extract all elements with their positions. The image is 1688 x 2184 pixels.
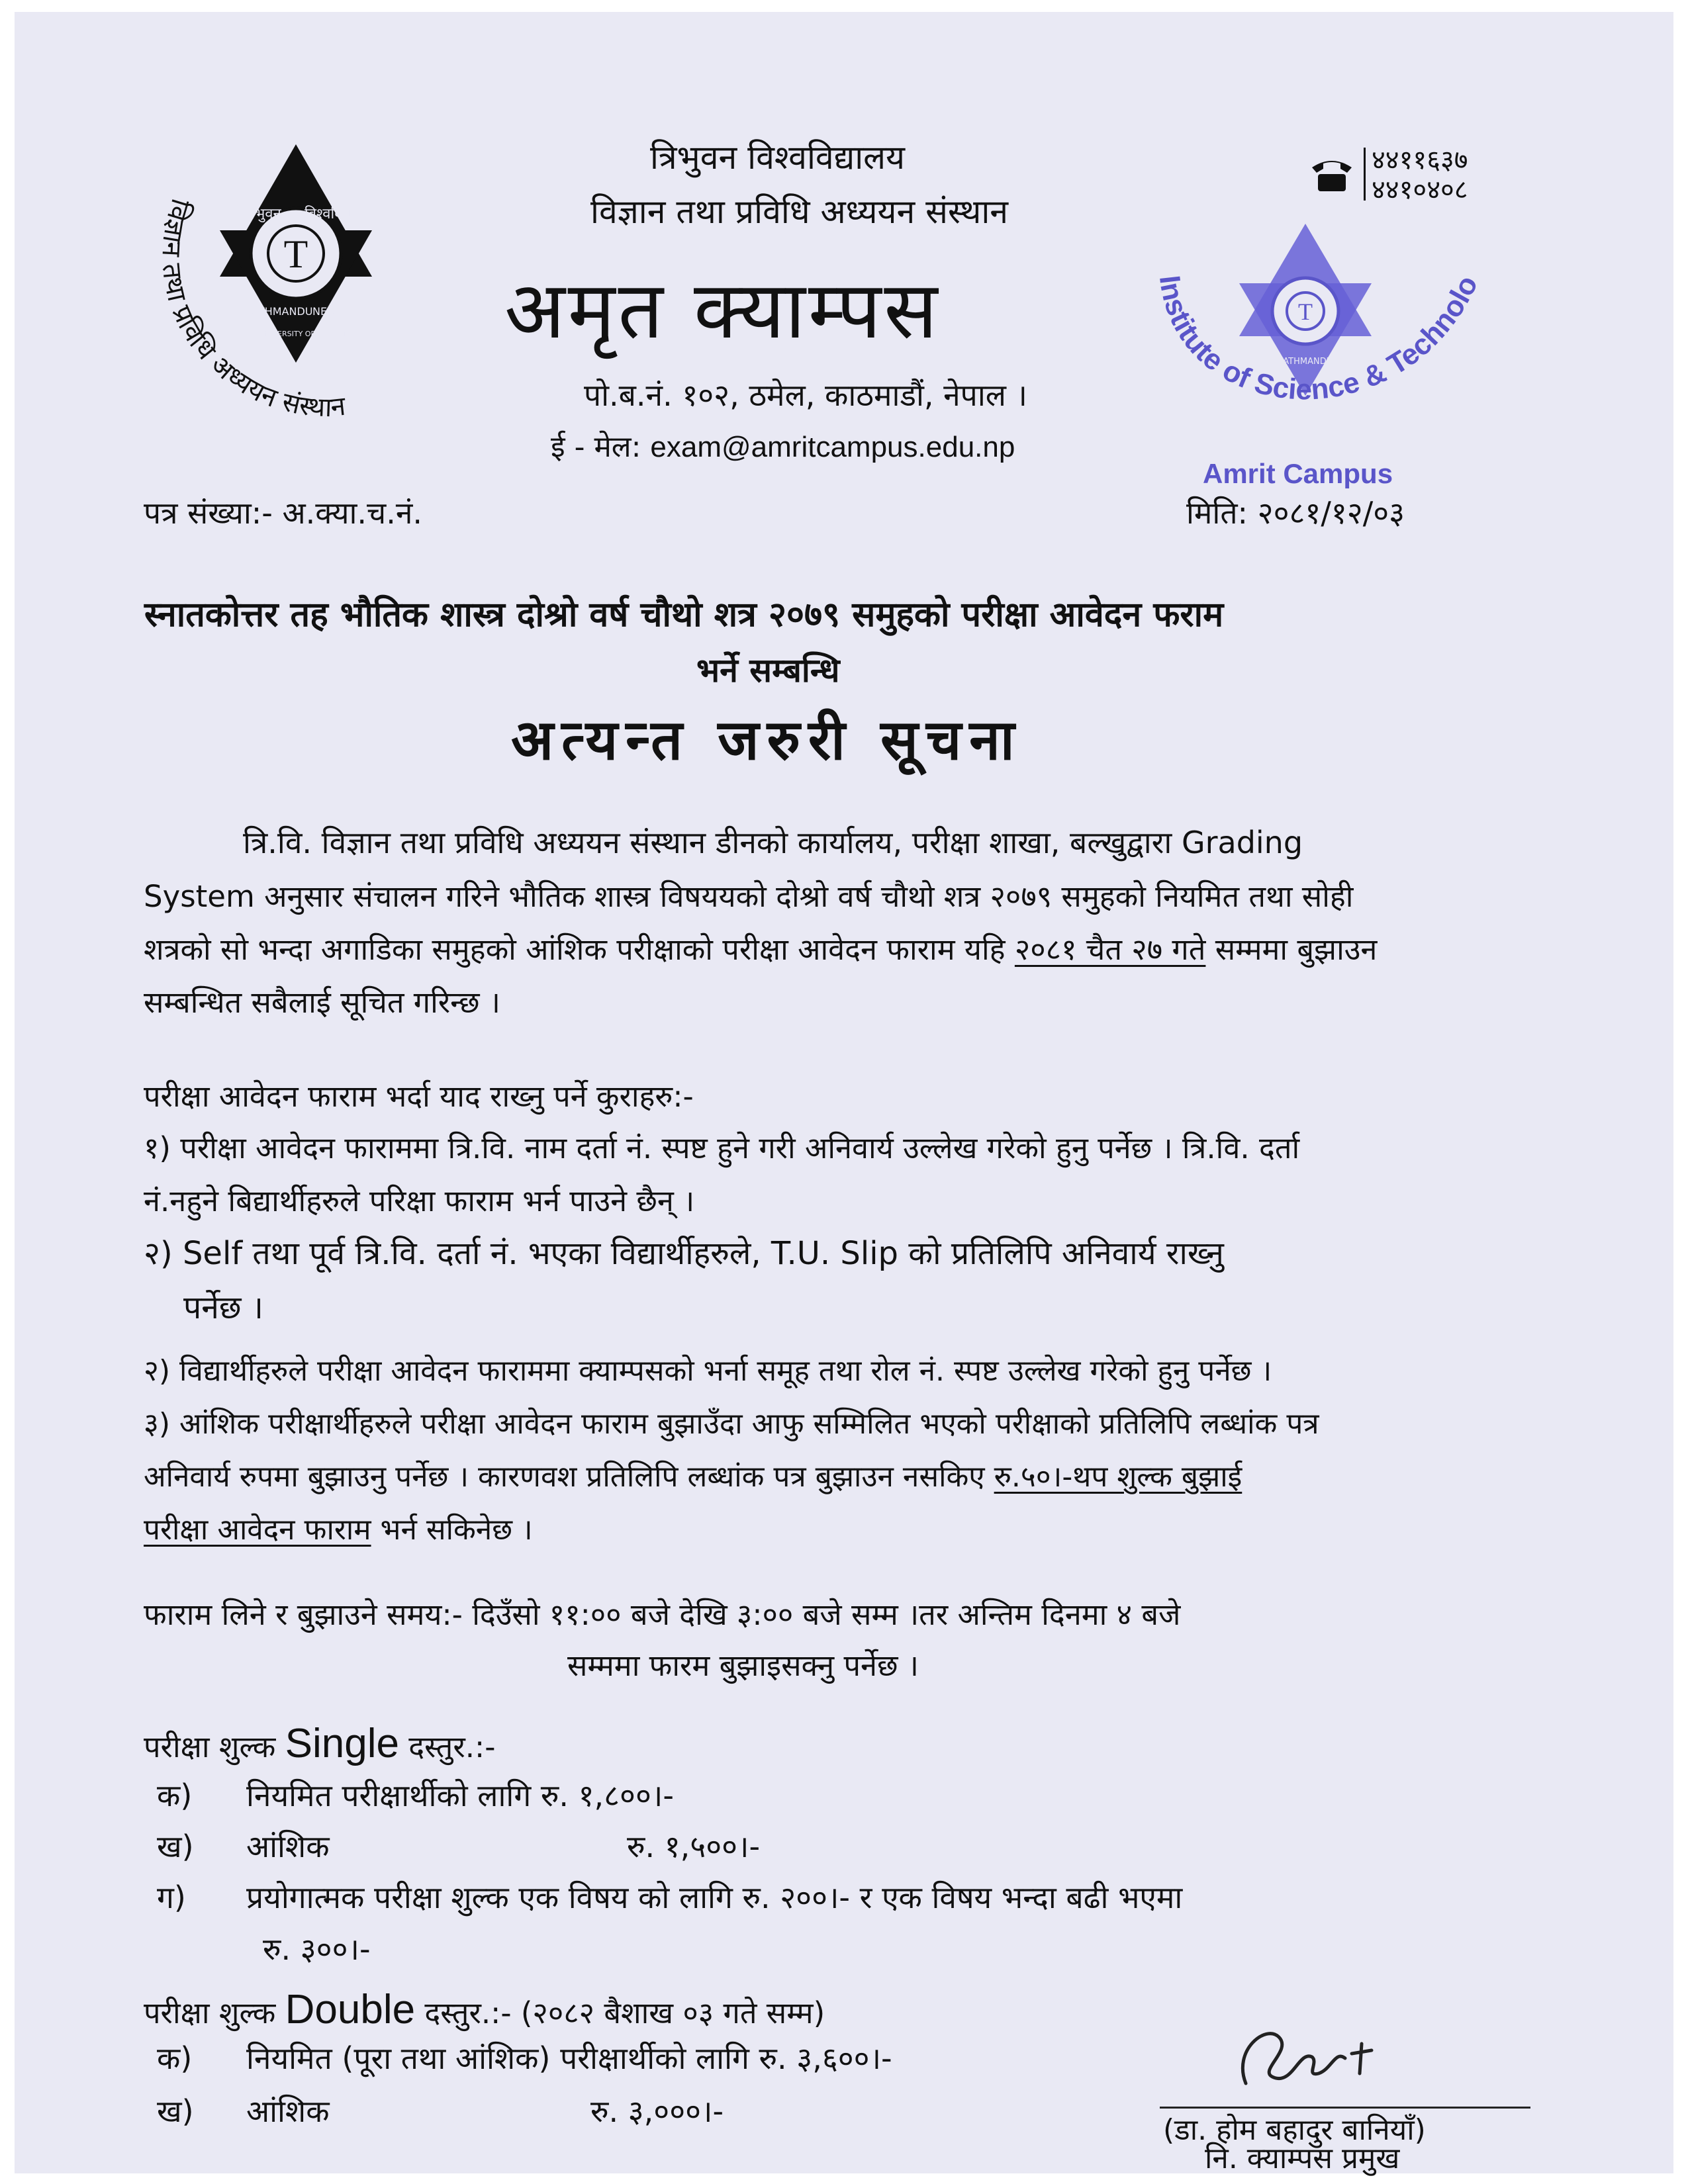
signatory-title: नि. क्याम्पस प्रमुख [1205, 2142, 1400, 2175]
single-item-3-mark: ग) [157, 1880, 186, 1915]
double-fee-title [144, 1985, 825, 2034]
email-line [551, 430, 1015, 465]
reference-number: पत्र संख्या:- अ.क्या.च.नं. [144, 495, 423, 531]
extra-fee-text: रु.५०।-थप शुल्क बुझाई [994, 1460, 1243, 1494]
single-fee-title-end: दस्तुर.:- [399, 1729, 496, 1764]
reminder-4-line-1: ३) आंशिक परीक्षार्थीहरुले परीक्षा आवेदन फाराम बुझाउँदा आफु सम्मिलित भएको परीक्षाको प्रतिलिपि लब्धांक पत्र [144, 1407, 1319, 1441]
double-fee-title-end: दस्तुर.:- (२०८२ बैशाख ०३ गते सम्म) [415, 1995, 825, 2030]
email-address: exam@amritcampus.edu.np [650, 431, 1015, 463]
reminder-2-line-2: पर्नेछ । [183, 1289, 264, 1326]
double-fee-title-start: परीक्षा शुल्क [144, 1995, 285, 2030]
reminder-4-line-2-start: अनिवार्य रुपमा बुझाउनु पर्नेछ । कारणवश प्रतिलिपि लब्धांक पत्र बुझाउन नसकिए [144, 1460, 994, 1494]
single-item-2-amount: रु. १,५००।- [627, 1829, 761, 1864]
single-item-2-mark: ख) [157, 1829, 194, 1864]
paragraph-line-3 [144, 932, 1377, 968]
phone-number-1: ४४११६३७ [1372, 145, 1468, 175]
paragraph-line-4: सम्बन्धित सबैलाई सूचित गरिन्छ । [144, 985, 500, 1020]
stamp-arc-text: Institute of Science & Technolo [1153, 271, 1485, 406]
subject-line-2: भर्ने सम्बन्धि [696, 651, 840, 690]
institute-stamp [1153, 210, 1497, 488]
university-name: त्रिभुवन विश्वविद्यालय [650, 138, 906, 177]
paragraph-line-3-end: सम्ममा बुझाउन [1205, 932, 1378, 967]
single-fee-title [144, 1719, 495, 1768]
address: पो.ब.नं. १०२, ठमेल, काठमाडौं, नेपाल । [584, 377, 1027, 413]
stamp-campus: Amrit Campus [1203, 458, 1393, 488]
handwritten-signature [1219, 2011, 1391, 2103]
emblem-arc-text: विज्ञान तथा प्रविधि अध्ययन संस्थान [156, 195, 348, 422]
campus-name: अमृत क्याम्पस [504, 265, 941, 357]
double-item-2-label: आंशिक [246, 2093, 330, 2129]
single-item-3-label-2: रु. ३००।- [263, 1931, 371, 1967]
single-item-1-label: नियमित परीक्षार्थीको लागि रु. १,८००।- [246, 1778, 674, 1813]
single-item-1-mark: क) [157, 1778, 193, 1813]
reminder-3: २) विद्यार्थीहरुले परीक्षा आवेदन फाराममा क्याम्पसको भर्ना समूह तथा रोल नं. स्पष्ट उल्लेख गरेको हुनु पर्नेछ । [144, 1354, 1272, 1388]
paragraph-line-1: त्रि.वि. विज्ञान तथा प्रविधि अध्ययन संस्थान डीनको कार्यालय, परीक्षा शाखा, बल्खुद्वारा Grading [243, 825, 1303, 860]
single-item-2-label: आंशिक [246, 1829, 330, 1864]
reminder-4-line-3-end: भर्न सकिनेछ । [371, 1513, 533, 1547]
reminder-4-line-2 [144, 1460, 1242, 1495]
single-fee-title-start: परीक्षा शुल्क [144, 1729, 285, 1764]
reminder-2-line-1: २) Self तथा पूर्व त्रि.वि. दर्ता नं. भएका विद्यार्थीहरुले, T.U. Slip को प्रतिलिपि अनिवार्य राख्नु [144, 1235, 1224, 1272]
notice-date: मिति: २०८१/१२/०३ [1186, 495, 1405, 531]
subject-line-1: स्नातकोत्तर तह भौतिक शास्त्र दोश्रो वर्ष चौथो शत्र २०७९ समुहको परीक्षा आवेदन फराम [144, 595, 1224, 635]
emblem-nepal: NEPAL [312, 305, 346, 318]
university-emblem [127, 138, 458, 422]
double-item-1-mark: क) [157, 2040, 193, 2076]
reminder-4-line-3 [144, 1513, 533, 1548]
timing-line-1: फाराम लिने र बुझाउने समय:- दिउँसो ११:०० बजे देखि ३:०० बजे सम्म ।तर अन्तिम दिनमा ४ बजे [144, 1597, 1181, 1632]
emblem-organised: UNIVERSITY ORGANISED 1959 A.D. [259, 330, 387, 338]
timing-line-2: सम्ममा फारम बुझाइसक्नु पर्नेछ । [567, 1648, 919, 1683]
paragraph-line-2: System अनुसार संचालन गरिने भौतिक शास्त्र विषययको दोश्रो वर्ष चौथो शत्र २०७९ समुहको नियमित तथा सोही [144, 879, 1354, 914]
phone-number-2: ४४१०४०८ [1372, 175, 1468, 205]
emblem-kathmandu: KATHMANDU [245, 305, 313, 318]
notice-page [15, 12, 1673, 2173]
reminder-1-line-2: नं.नहुने बिद्यार्थीहरुले परिक्षा फाराम भर्न पाउने छैन् । [144, 1183, 695, 1218]
single-fee-word: Single [285, 1721, 399, 1766]
signatory-name: (डा. होम बहादुर बानियाँ) [1163, 2113, 1426, 2147]
double-item-2-amount: रु. ३,०००।- [590, 2093, 724, 2129]
reminders-title: परीक्षा आवेदन फाराम भर्दा याद राख्नु पर्ने कुराहरु:- [144, 1079, 694, 1114]
emblem-top-left: त्रिभुवन [243, 206, 281, 222]
double-item-2-mark: ख) [157, 2093, 194, 2129]
reminder-1-line-1: १) परीक्षा आवेदन फाराममा त्रि.वि. नाम दर्ता नं. स्पष्ट हुने गरी अनिवार्य उल्लेख गरेको हुनु पर्नेछ । त्रि.वि. दर्ता [144, 1130, 1300, 1165]
urgent-notice-heading: अत्यन्त जरुरी सूचना [511, 707, 1023, 772]
stamp-kathmandu: KATHMANDU [1278, 357, 1333, 367]
institute-name: विज्ञान तथा प्रविधि अध्ययन संस्थान [590, 193, 1009, 231]
single-item-3-label: प्रयोगात्मक परीक्षा शुल्क एक विषय को लागि रु. २००।- र एक विषय भन्दा बढी भएमा [246, 1880, 1183, 1915]
emblem-top-right: विश्वविद्यालय [305, 206, 374, 222]
email-label: ई - मेल: [551, 430, 641, 464]
application-form-text: परीक्षा आवेदन फाराम [144, 1513, 371, 1547]
paragraph-line-3-start: शत्रको सो भन्दा अगाडिका समुहको आंशिक परीक्षाको परीक्षा आवेदन फाराम यहि [144, 932, 1015, 967]
phone-divider [1364, 148, 1366, 201]
svg-text:T: T [283, 232, 308, 276]
phone-icon [1309, 154, 1355, 194]
deadline-date: २०८१ चैत २७ गते [1014, 932, 1206, 967]
svg-text:T: T [1298, 298, 1313, 325]
signature-line [1160, 2107, 1530, 2109]
double-fee-word: Double [285, 1987, 416, 2032]
double-item-1-label: नियमित (पूरा तथा आंशिक) परीक्षार्थीको लागि रु. ३,६००।- [246, 2040, 892, 2076]
